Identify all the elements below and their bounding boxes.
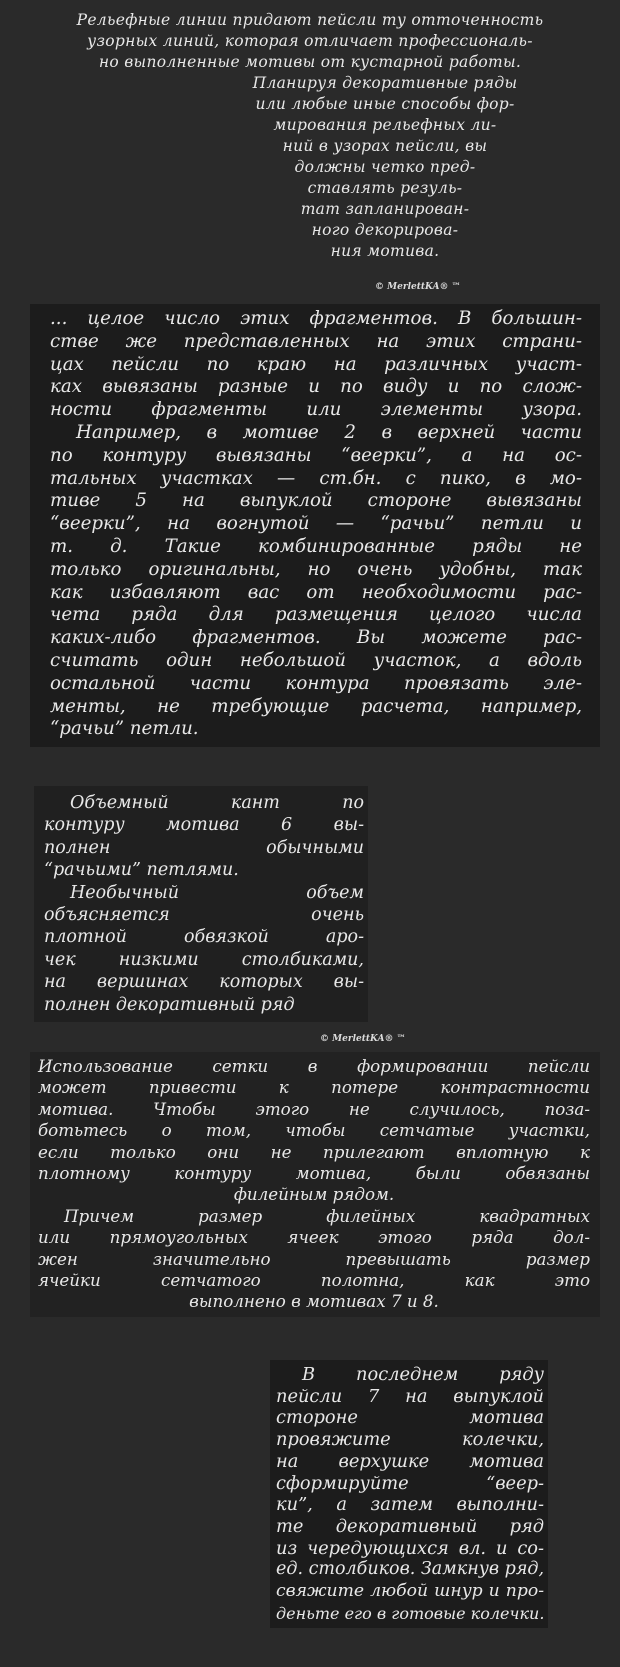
text-line: может привести к потере контрастности [38, 1077, 590, 1098]
text-line: по контуру вывязаны “веерки”, а на ос- [50, 444, 582, 466]
last-row-text-block [270, 1360, 548, 1628]
text-line: стороне мотива [276, 1407, 544, 1429]
text-line: ного декорирова- [311, 221, 459, 239]
text-line: Рельефные линии придают пейсли ту отточенность [76, 11, 544, 29]
text-line: Планируя декоративные ряды [252, 74, 518, 92]
text-line: “веерки”, на вогнутой — “рачьи” петли и [50, 513, 582, 535]
intro-section [0, 0, 620, 262]
text-line: плотному контуру мотива, были обвязаны [38, 1163, 590, 1184]
text-line: менты, не требующие расчета, например, [50, 695, 582, 717]
text-line: В последнем ряду [302, 1364, 544, 1385]
text-line: полнен декоративный ряд [44, 994, 295, 1015]
text-line: ед. столбиков. Замкнув ряд, [276, 1559, 545, 1580]
text-line: чек низкими столбиками, [44, 949, 364, 970]
text-line: выполнено в мотивах 7 и 8. [189, 1291, 439, 1312]
kant-text-block [34, 786, 368, 1022]
text-line: Использование сетки в формировании пейсли [38, 1056, 590, 1076]
text-line: только оригинальны, но очень удобны, так [50, 558, 582, 580]
text-line: плотной обвязкой аро- [44, 927, 364, 948]
text-line: стве же представленных на этих страни- [50, 330, 582, 352]
text-line: ... целое число этих фрагментов. В большин- [50, 308, 582, 329]
text-line: ставлять резуль- [307, 179, 463, 197]
intro-paragraph [12, 10, 608, 73]
text-line: филейным рядом. [233, 1184, 395, 1205]
text-line: “рачьи” петли. [50, 718, 199, 740]
text-line: Объемный кант по [70, 793, 364, 813]
text-line: ках вывязаны разные и по виду и по слож- [50, 376, 582, 398]
text-line: ячейки сетчатого полотна, как это [38, 1270, 590, 1291]
text-line: контуру мотива 6 вы- [44, 815, 364, 836]
text-line: полнен обычными [44, 837, 364, 858]
text-line: пейсли 7 на выпуклой [276, 1385, 544, 1407]
text-line: должны четко пред- [294, 158, 476, 176]
text-line: сформируйте “веер- [276, 1472, 544, 1494]
text-line: ботьтесь о том, чтобы сетчатые участки, [38, 1120, 590, 1141]
tapered-paragraph [12, 73, 608, 262]
text-line: “рачьими” петлями. [44, 860, 239, 881]
text-line: мирования рельефных ли- [273, 116, 497, 134]
net-text-block [30, 1052, 600, 1317]
text-line: как избавляют вас от необходимости рас- [50, 581, 582, 603]
copyright-mark: © MerlettKA® ™ [320, 1034, 406, 1044]
text-line: цах пейсли по краю на различных участ- [50, 353, 582, 375]
main-text-block [30, 304, 600, 747]
text-line: деньте его в готовые колечки. [276, 1603, 545, 1623]
text-line: Например, в мотиве 2 в верхней части [76, 421, 582, 443]
text-line: каких-либо фрагментов. Вы можете рас- [50, 627, 582, 649]
text-line: те декоративный ряд [276, 1515, 544, 1537]
copyright-mark: © MerlettKA® ™ [375, 282, 461, 292]
text-line: тальных участках — ст.бн. с пико, в мо- [50, 467, 582, 489]
text-line: считать один небольшой участок, а вдоль [50, 649, 582, 671]
text-line: объясняется очень [44, 905, 364, 926]
text-line: или прямоугольных ячеек этого ряда дол- [38, 1227, 590, 1248]
text-line: но выполненные мотивы от кустарной работы. [98, 53, 522, 71]
text-line: свяжите любой шнур и про- [276, 1581, 544, 1602]
text-line: Необычный объем [70, 882, 364, 903]
text-line: на вершинах которых вы- [44, 972, 364, 993]
text-line: остальной части контура провязать эле- [50, 672, 582, 694]
text-line: ния мотива. [330, 242, 440, 260]
text-line: ний в узорах пейсли, вы [282, 137, 488, 155]
text-line: на верхушке мотива [276, 1450, 544, 1472]
text-line: Причем размер филейных квадратных [64, 1205, 590, 1226]
text-line: или любые иные способы фор- [255, 95, 515, 113]
text-line: узорных линий, которая отличает профессиональ- [87, 32, 533, 50]
text-line: тиве 5 на выпуклой стороне вывязаны [50, 490, 582, 512]
text-line: жен значительно превышать размер [38, 1248, 590, 1269]
text-line: провяжите колечки, [276, 1429, 544, 1451]
text-line: чета ряда для размещения целого числа [50, 604, 582, 626]
text-line: из чередующихся вл. и со- [276, 1537, 544, 1559]
text-line: т. д. Такие комбинированные ряды не [50, 535, 582, 557]
text-line: ности фрагменты или элементы узора. [50, 399, 582, 421]
text-line: ки”, а затем выполни- [276, 1494, 544, 1516]
text-line: тат запланирован- [300, 200, 470, 218]
text-line: если только они не прилегают вплотную к [38, 1141, 590, 1162]
text-line: мотива. Чтобы этого не случилось, поза- [38, 1098, 590, 1119]
